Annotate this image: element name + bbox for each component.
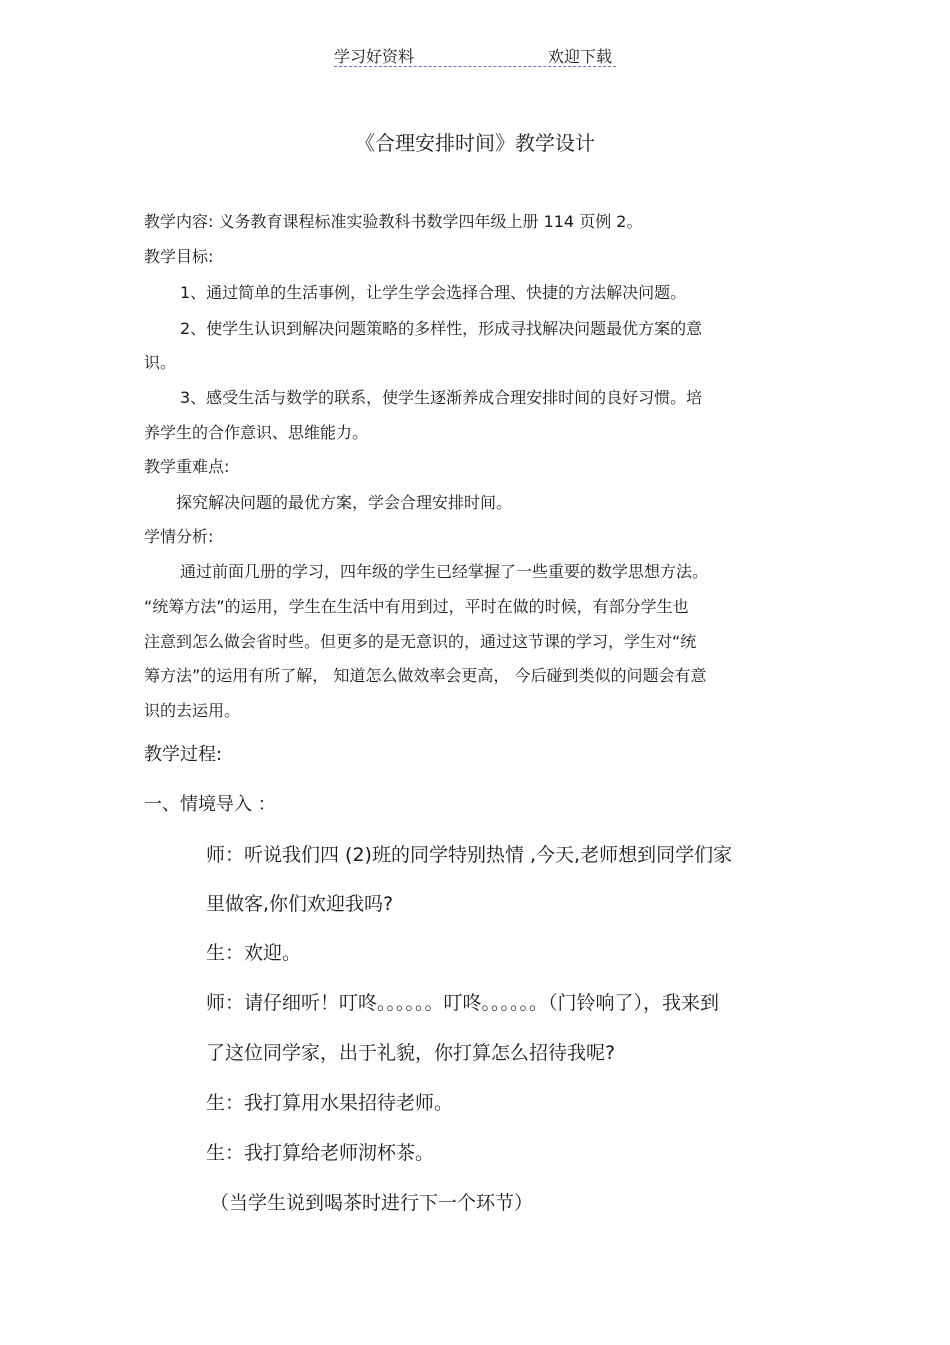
analysis-line-4: 筹方法”的运用有所了解， 知道怎么做效率会更高， 今后碰到类似的问题会有意 [144,666,707,685]
stage-note: （当学生说到喝茶时进行下一个环节） [210,1192,534,1214]
goal-2-line-1: 2、使学生认识到解决问题策略的多样性，形成寻找解决问题最优方案的意 [180,319,703,338]
analysis-line-5: 识的去运用。 [144,701,241,720]
goals-heading: 教学目标: [144,247,214,266]
page-header [334,42,616,67]
dialogue-line-6: 生：我打算用水果招待老师。 [206,1092,454,1114]
dialogue-line-7: 生：我打算给老师沏杯茶。 [206,1142,435,1164]
process-heading: 教学过程: [144,744,223,765]
goal-1: 1、通过简单的生活事例，让学生学会选择合理、快捷的方法解决问题。 [180,283,687,302]
dialogue-line-5: 了这位同学家，出于礼貌，你打算怎么招待我呢? [206,1042,616,1064]
analysis-heading: 学情分析: [144,527,214,546]
goal-3-line-1: 3、感受生活与数学的联系，使学生逐渐养成合理安排时间的良好习惯。培 [180,388,703,407]
dialogue-line-1: 师：听说我们四 (2)班的同学特别热情 ,今天,老师想到同学们家 [206,844,733,866]
dialogue-line-2: 里做客,你们欢迎我吗? [206,893,394,915]
header-left-text: 学习好资料 [334,47,415,66]
dialogue-line-3: 生：欢迎。 [206,942,302,964]
dialogue-line-4: 师：请仔细听！叮咚。。。。。。叮咚。。。。。。（门铃响了），我来到 [206,992,720,1014]
goal-2-line-2: 识。 [144,353,177,372]
goal-3-line-2: 养学生的合作意识、思维能力。 [144,423,369,442]
key-points-text: 探究解决问题的最优方案，学会合理安排时间。 [176,493,513,512]
teaching-content: 教学内容: 义务教育课程标准实验教科书数学四年级上册 114 页例 2。 [144,212,643,231]
key-points-heading: 教学重难点: [144,457,230,476]
analysis-line-3: 注意到怎么做会省时些。但更多的是无意识的，通过这节课的学习，学生对“统 [144,632,697,651]
section-1-heading: 一、情境导入 ： [144,794,276,815]
analysis-line-1: 通过前面几册的学习，四年级的学生已经掌握了一些重要的数学思想方法。 [180,562,709,581]
header-right-text: 欢迎下载 [547,47,612,66]
analysis-line-2: “统筹方法”的运用，学生在生活中有用到过，平时在做的时候，有部分学生也 [144,597,689,616]
document-title: 《合理安排时间》教学设计 [355,131,595,155]
